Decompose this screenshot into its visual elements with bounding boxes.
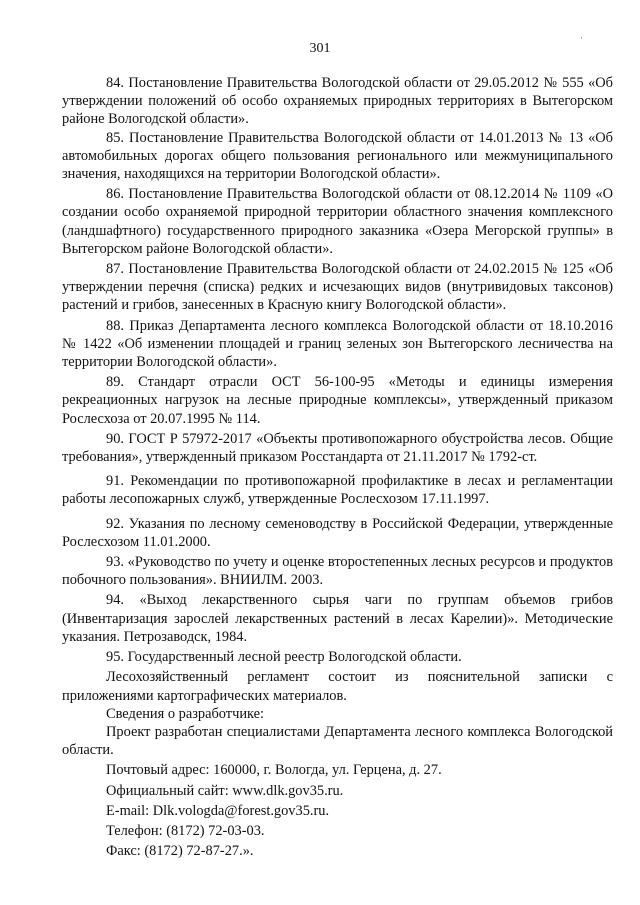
paragraph-item-92: 92. Указания по лесному семеноводству в Российской Федерации, утвержденные Рослесхозом 11.01.2000. bbox=[62, 515, 613, 550]
paragraph-item-85: 85. Постановление Правительства Вологодской области от 14.01.2013 № 13 «Об автомобильных дорогах общего пользования регионального или межмуниципального значения, находящихся на территории Вологодской области». bbox=[62, 129, 613, 183]
paragraph-item-91: 91. Рекомендации по противопожарной профилактике в лесах и регламентации работы лесопожарных служб, утвержденные Рослесхозом 17.11.1997. bbox=[62, 473, 613, 508]
paragraph-item-88: 88. Приказ Департамента лесного комплекса Вологодской области от 18.10.2016 № 1422 «Об изменении площадей и границ зеленых зон Вытегорского лесничества на территории Вологодской области». bbox=[62, 317, 613, 371]
paragraph-item-84: 84. Постановление Правительства Вологодской области от 29.05.2012 № 555 «Об утверждении положений об особо охраняемых природных территориях в Вытегорском районе Вологодской области». bbox=[62, 75, 613, 128]
regulation-composition: Лесохозяйственный регламент состоит из пояснительной записки с приложениями картографических материалов. bbox=[62, 669, 613, 704]
paragraph-item-86: 86. Постановление Правительства Вологодской области от 08.12.2014 № 1109 «О создании особо охраняемой природной территории областного значения комплексного (ландшафтного) государственного природного заказника «Озера Мегорской группы» в Вытегорском районе Вологодской области». bbox=[62, 186, 613, 257]
paragraph-item-93: 93. «Руководство по учету и оценке второстепенных лесных ресурсов и продуктов побочного пользования». ВНИИЛМ. 2003. bbox=[62, 554, 613, 589]
developer-description: Проект разработан специалистами Департамента лесного комплекса Вологодской области. bbox=[62, 723, 613, 759]
developer-heading: Сведения о разработчике: bbox=[106, 705, 265, 722]
corner-mark: · bbox=[580, 33, 583, 43]
telephone-number: Телефон: (8172) 72-03-03. bbox=[106, 822, 265, 839]
paragraph-item-94: 94. «Выход лекарственного сырья чаги по группам объемов грибов (Инвентаризация зарослей лекарственных растений в лесах Карелии)». Методические указания. Петрозаводск, 1984. bbox=[62, 592, 613, 645]
paragraph-item-87: 87. Постановление Правительства Вологодской области от 24.02.2015 № 125 «Об утверждении перечня (списка) редких и исчезающих видов (внутривидовых таксонов) растений и грибов, занесенных в Красную книгу Вологодской области». bbox=[62, 261, 613, 314]
paragraph-item-89: 89. Стандарт отрасли ОСТ 56-100-95 «Методы и единицы измерения рекреационных нагрузок на лесные природные комплексы», утвержденный приказом Рослесхоза от 20.07.1995 № 114. bbox=[62, 374, 613, 427]
paragraph-item-90: 90. ГОСТ Р 57972-2017 «Объекты противопожарного обустройства лесов. Общие требования», утвержденный приказом Росстандарта от 21.11.2017 № 1792-ст. bbox=[62, 430, 613, 466]
postal-address: Почтовый адрес: 160000, г. Вологда, ул. Герцена, д. 27. bbox=[106, 762, 442, 779]
official-website: Официальный сайт: www.dlk.gov35.ru. bbox=[106, 782, 344, 799]
fax-number: Факс: (8172) 72-87-27.». bbox=[106, 843, 254, 860]
document-body bbox=[62, 74, 613, 860]
email-address: E-mail: Dlk.vologda@forest.gov35.ru. bbox=[106, 802, 330, 819]
paragraph-item-95: 95. Государственный лесной реестр Вологодской области. bbox=[106, 649, 462, 666]
page-number: 301 bbox=[309, 41, 331, 56]
